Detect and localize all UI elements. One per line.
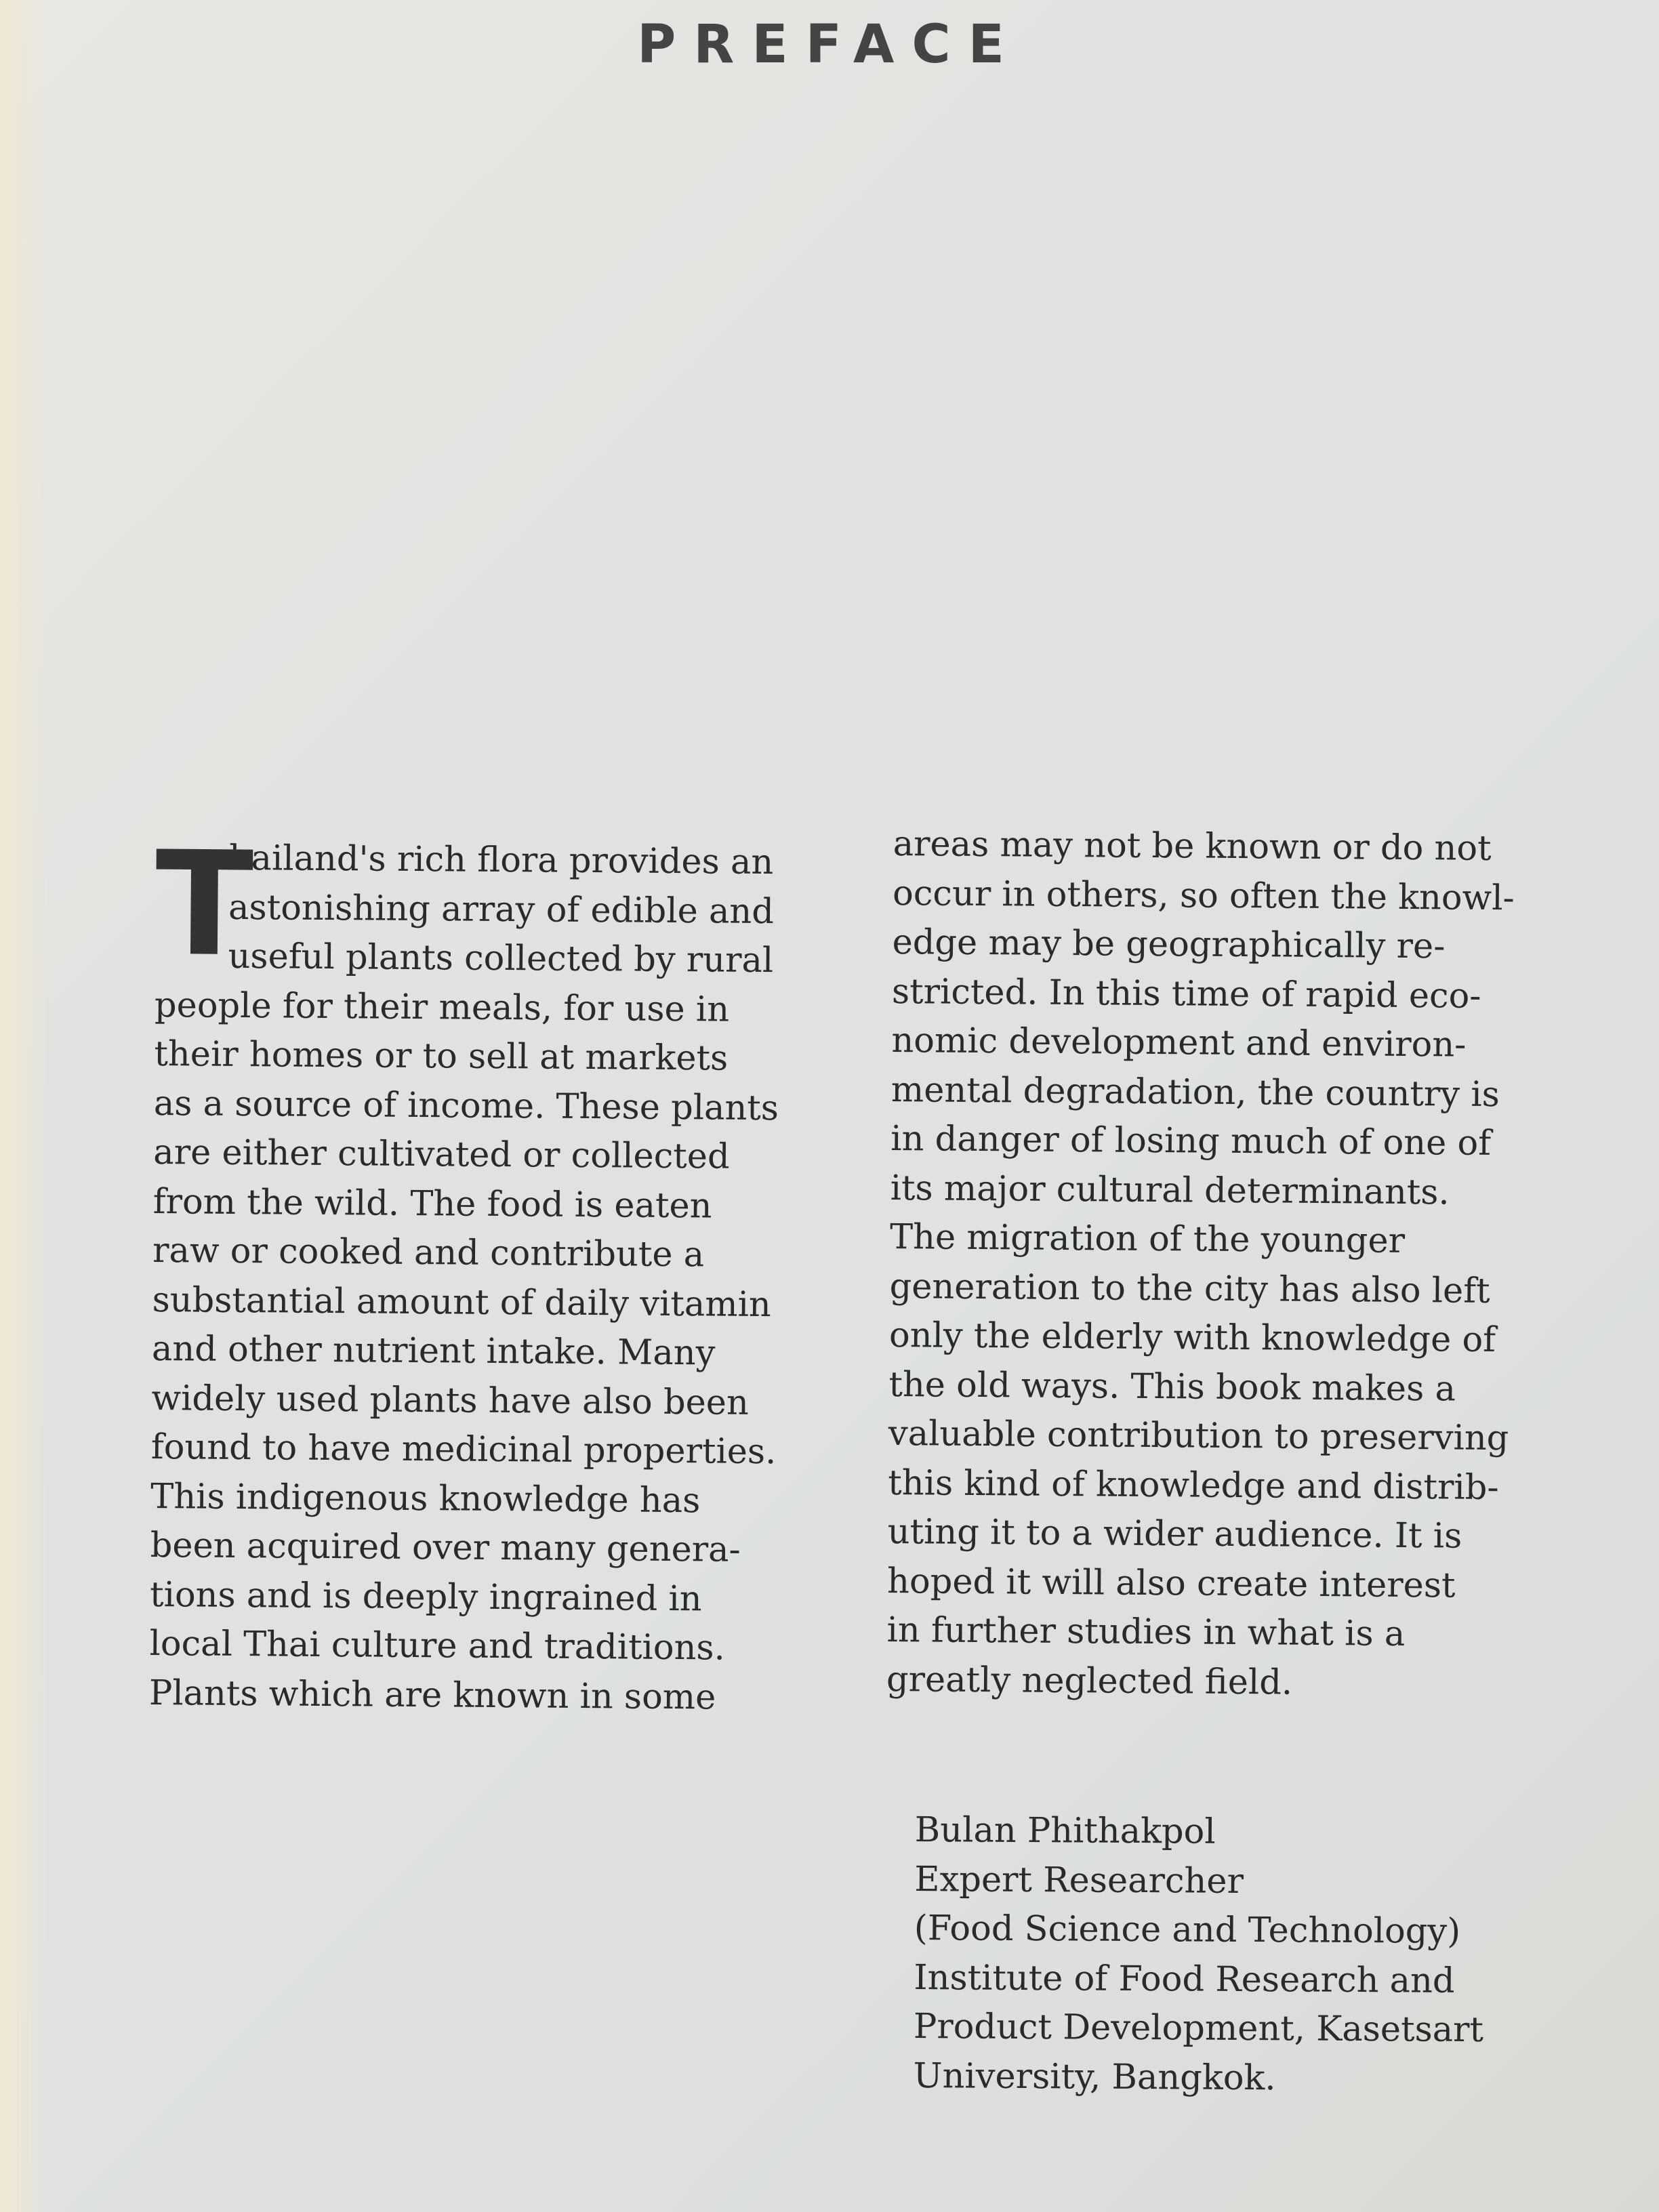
- text-line: its major cultural determinants.: [890, 1168, 1450, 1212]
- author-title: Expert Researcher: [914, 1859, 1244, 1902]
- text-line: and other nutrient intake. Many: [151, 1328, 716, 1374]
- text-line: hoped it will also create interest: [886, 1561, 1456, 1606]
- page-binding-edge: [0, 0, 47, 2212]
- text-line: been acquired over many genera-: [150, 1525, 741, 1570]
- drop-cap-letter: T: [155, 820, 254, 989]
- text-line: raw or cooked and contribute a: [152, 1230, 705, 1275]
- text-line: the old ways. This book makes a: [888, 1364, 1456, 1410]
- text-line: local Thai culture and traditions.: [149, 1623, 726, 1668]
- text-line: generation to the city has also left: [889, 1266, 1490, 1311]
- text-line: stricted. In this time of rapid eco-: [891, 971, 1481, 1017]
- author-signature-block: [913, 1806, 1633, 2105]
- author-field: (Food Science and Technology): [914, 1908, 1461, 1952]
- text-line: greatly neglected field.: [886, 1659, 1293, 1703]
- text-line: are either cultivated or collected: [153, 1132, 730, 1177]
- text-line: as a source of income. These plants: [153, 1083, 779, 1128]
- text-line: from the wild. The food is eaten: [152, 1181, 712, 1226]
- text-line: mental degradation, the country is: [890, 1069, 1500, 1115]
- text-line: This indigenous knowledge has: [150, 1476, 701, 1521]
- text-line: edge may be geographically re-: [892, 922, 1446, 967]
- text-line: widely used plants have also been: [151, 1378, 750, 1423]
- text-line: hailand's rich flora provides an: [228, 838, 774, 883]
- text-line: their homes or to sell at markets: [154, 1033, 729, 1079]
- text-line: The migration of the younger: [889, 1216, 1406, 1261]
- text-line: areas may not be known or do not: [893, 823, 1492, 869]
- text-line: found to have medicinal properties.: [150, 1427, 777, 1473]
- text-line: uting it to a wider audience. It is: [887, 1511, 1462, 1557]
- author-location: University, Bangkok.: [913, 2055, 1276, 2098]
- right-text-column: [886, 820, 1632, 1711]
- text-line: occur in others, so often the knowl-: [892, 873, 1515, 918]
- text-line: useful plants collected by rural: [228, 936, 774, 981]
- text-line: Plants which are known in some: [148, 1673, 716, 1718]
- left-text-column: [148, 820, 861, 1723]
- text-line: in further studies in what is a: [886, 1610, 1406, 1654]
- author-institution: Product Development, Kasetsart: [913, 2006, 1484, 2051]
- page-heading: PREFACE: [637, 14, 1022, 75]
- text-line: people for their meals, for use in: [154, 985, 730, 1030]
- text-line: substantial amount of daily vitamin: [152, 1279, 772, 1325]
- author-name: Bulan Phithakpol: [914, 1810, 1216, 1852]
- text-line: tions and is deeply ingrained in: [149, 1574, 702, 1619]
- text-line: astonishing array of edible and: [228, 887, 775, 932]
- text-line: only the elderly with knowledge of: [888, 1315, 1496, 1361]
- text-line: this kind of knowledge and distrib-: [888, 1462, 1499, 1508]
- author-institution: Institute of Food Research and: [914, 1957, 1455, 2001]
- text-line: valuable contribution to preserving: [888, 1413, 1509, 1459]
- text-line: nomic development and environ-: [891, 1020, 1467, 1065]
- text-line: in danger of losing much of one of: [890, 1118, 1492, 1164]
